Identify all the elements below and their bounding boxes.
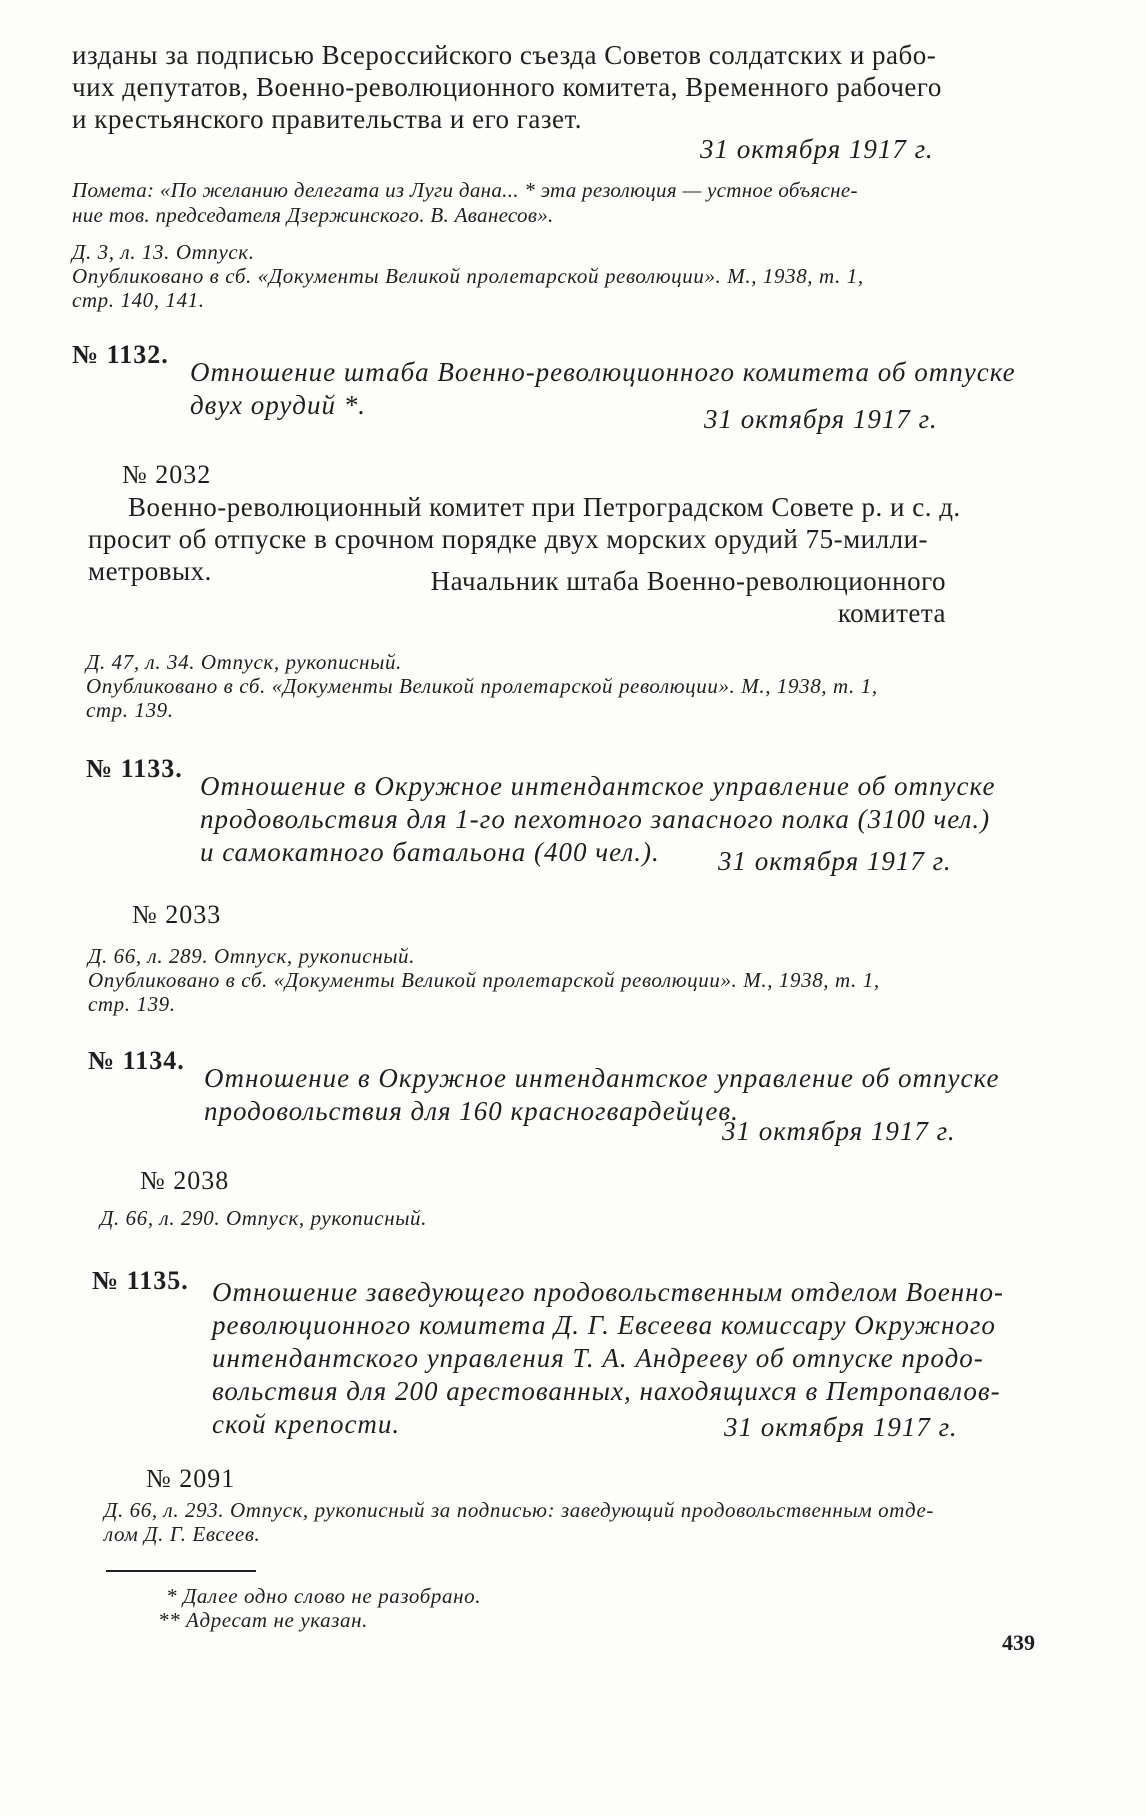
intro-note: [72, 178, 858, 228]
body-line: метровых.: [88, 555, 212, 586]
footnote: ** Адресат не указан.: [158, 1608, 369, 1633]
intro-date: 31 октября 1917 г.: [700, 134, 934, 164]
ref-line: Д. 66, л. 293. Отпуск, рукописный за подписью: заведующий продовольственным отде-: [104, 1498, 934, 1522]
signature-line: комитета: [837, 597, 946, 628]
title-line: продовольствия для 160 красногвардейцев.: [204, 1095, 739, 1126]
entry-number: № 1133.: [86, 754, 183, 783]
note-line: ние тов. председателя Дзержинского. В. Аванесов».: [72, 202, 554, 227]
title-line: и самокатного батальона (400 чел.).: [200, 836, 660, 867]
entry-reference: [86, 650, 878, 722]
title-line: ской крепости.: [212, 1408, 401, 1439]
intro-paragraph: [72, 40, 942, 136]
signature-line: Начальник штаба Военно-революционного: [430, 566, 946, 596]
footnote: * Далее одно слово не разобрано.: [166, 1584, 482, 1608]
title-line: интендантского управления Т. А. Андрееву об отпуске продо-: [212, 1342, 984, 1373]
entry-number: № 1134.: [88, 1046, 185, 1075]
body-line: Военно-революционный комитет при Петроградском Совете р. и с. д.: [128, 492, 961, 522]
intro-reference: [72, 240, 864, 312]
title-line: вольствия для 200 арестованных, находящихся в Петропавлов-: [212, 1375, 1001, 1406]
intro-line: изданы за подписью Всероссийского съезда Советов солдатских и рабо-: [72, 40, 937, 70]
intro-line: чих депутатов, Военно-революционного комитета, Временного рабочего: [72, 71, 942, 102]
intro-line: и крестьянского правительства и его газет.: [72, 103, 582, 134]
note-line: Помета: «По желанию делегата из Луги дана... * эта резолюция — устное объясне-: [72, 178, 858, 202]
title-line: Отношение заведующего продовольственным отделом Военно-: [212, 1277, 1005, 1307]
ref-line: лом Д. Г. Евсеев.: [104, 1522, 261, 1547]
body-line: просит об отпуске в срочном порядке двух морских орудий 75-милли-: [88, 523, 929, 554]
entry-date: 31 октября 1917 г.: [704, 404, 938, 434]
title-line: двух орудий *.: [190, 389, 366, 420]
ref-line: Опубликовано в сб. «Документы Великой пролетарской революции». М., 1938, т. 1,: [86, 674, 878, 699]
ref-line: Д. 66, л. 289. Отпуск, рукописный.: [88, 944, 415, 968]
ref-line: Д. 66, л. 290. Отпуск, рукописный.: [100, 1206, 427, 1230]
entry-number: № 1135.: [92, 1266, 189, 1295]
entry-reference: [104, 1498, 934, 1546]
entry-date: 31 октября 1917 г.: [722, 1116, 956, 1146]
footnotes: [158, 1584, 481, 1632]
document-number: № 2032: [122, 460, 212, 489]
entry-reference: [88, 944, 880, 1016]
ref-line: Опубликовано в сб. «Документы Великой пролетарской революции». М., 1938, т. 1,: [72, 264, 864, 289]
document-number: № 2038: [140, 1166, 230, 1195]
ref-line: Д. 3, л. 13. Отпуск.: [72, 240, 255, 264]
document-number: № 2033: [132, 900, 222, 929]
entry-number: № 1132.: [72, 340, 169, 369]
ref-line: стр. 140, 141.: [72, 288, 205, 313]
signature: [404, 566, 946, 630]
ref-line: стр. 139.: [86, 698, 174, 723]
ref-line: Опубликовано в сб. «Документы Великой пролетарской революции». М., 1938, т. 1,: [88, 968, 880, 993]
entry-date: 31 октября 1917 г.: [724, 1412, 958, 1442]
ref-line: стр. 139.: [88, 992, 176, 1017]
title-line: продовольствия для 1-го пехотного запасного полка (3100 чел.): [200, 803, 991, 834]
page-number: 439: [1002, 1630, 1035, 1655]
ref-line: Д. 47, л. 34. Отпуск, рукописный.: [86, 650, 402, 674]
title-line: Отношение в Окружное интендантское управление об отпуске: [204, 1063, 1000, 1093]
document-number: № 2091: [146, 1464, 236, 1493]
title-line: Отношение в Окружное интендантское управление об отпуске: [200, 771, 996, 801]
entry-date: 31 октября 1917 г.: [718, 846, 952, 876]
title-line: Отношение штаба Военно-революционного комитета об отпуске: [190, 357, 1016, 387]
title-line: революционного комитета Д. Г. Евсеева комиссару Окружного: [212, 1309, 996, 1340]
footnote-divider: [106, 1570, 256, 1572]
entry-reference: [100, 1206, 427, 1230]
